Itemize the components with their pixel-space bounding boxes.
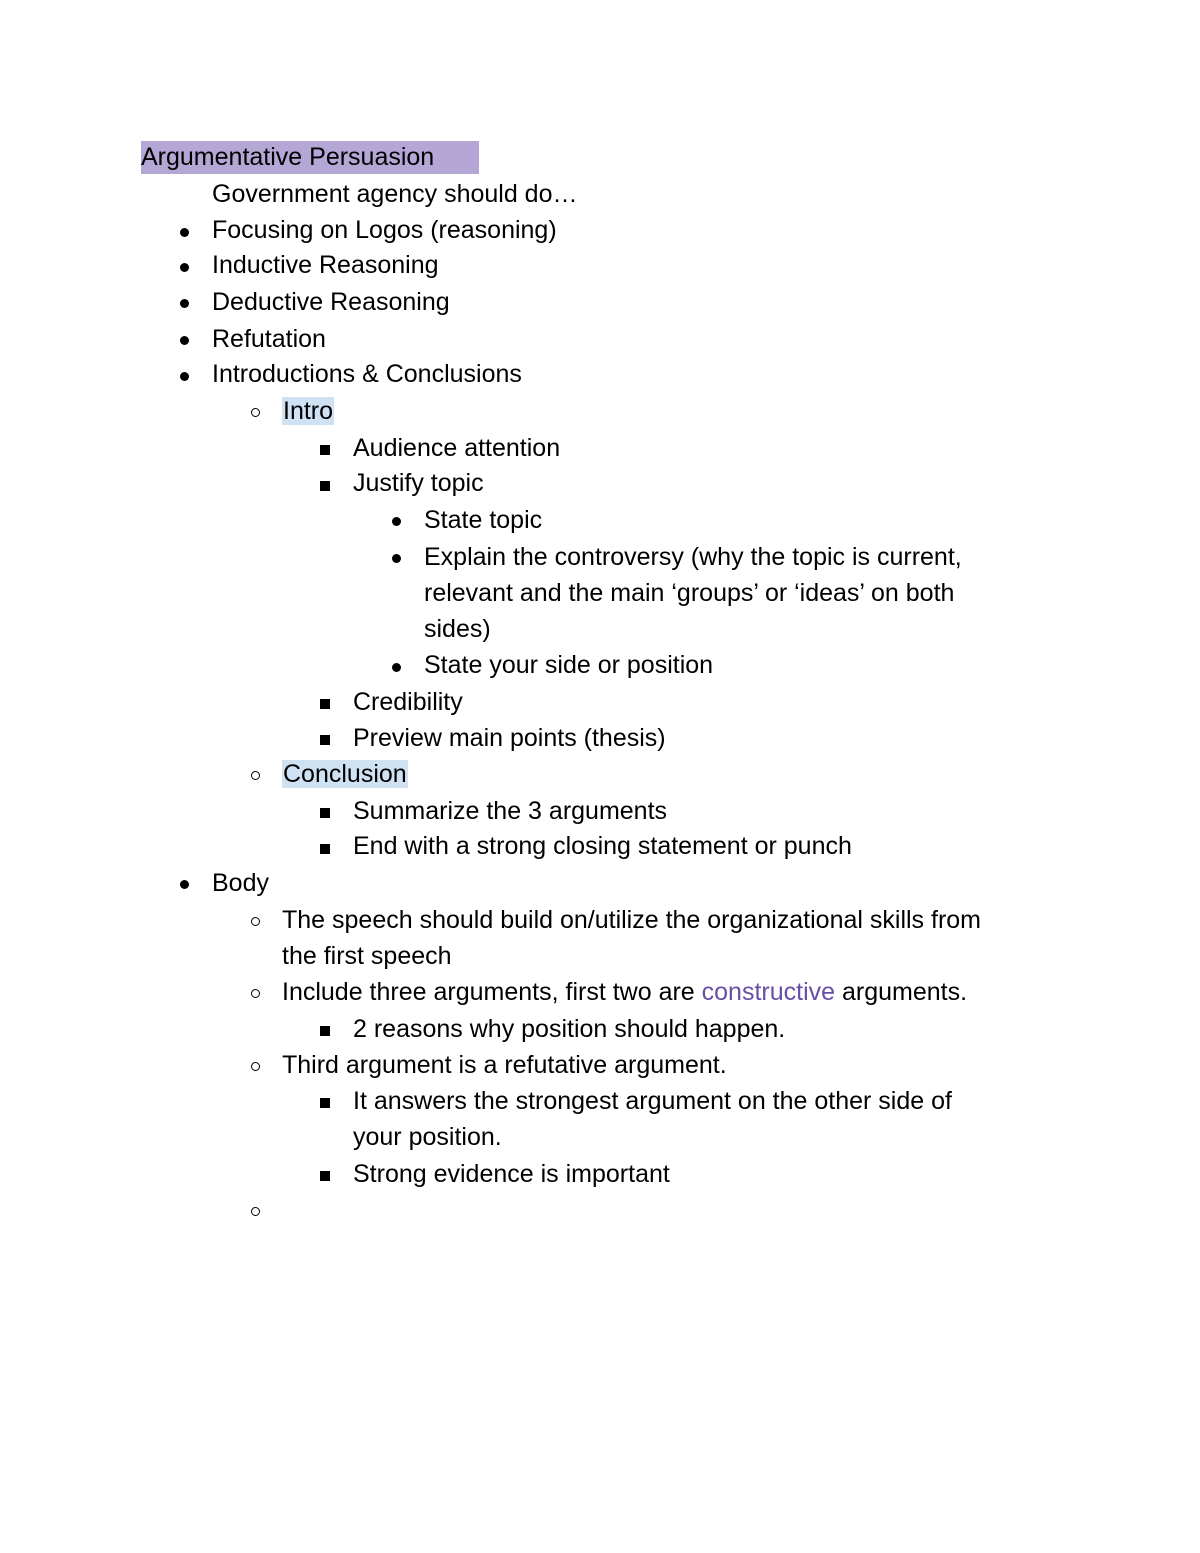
bullet-disc-icon xyxy=(392,554,401,563)
list-item: Body xyxy=(212,869,269,897)
list-item: Focusing on Logos (reasoning) xyxy=(212,216,557,244)
bullet-circle-icon xyxy=(251,1062,260,1071)
list-item-continuation: the first speech xyxy=(282,942,452,970)
bullet-circle-icon xyxy=(251,1207,260,1216)
bullet-circle-icon xyxy=(251,771,260,780)
list-item-conclusion xyxy=(282,756,408,792)
list-item: State topic xyxy=(424,506,543,534)
bullet-square-icon xyxy=(320,699,330,709)
list-item: Introductions & Conclusions xyxy=(212,360,522,388)
list-item: Inductive Reasoning xyxy=(212,251,439,279)
list-item-continuation: sides) xyxy=(424,615,491,643)
bullet-disc-icon xyxy=(180,299,189,308)
bullet-disc-icon xyxy=(180,372,189,381)
list-item: The speech should build on/utilize the organizational skills from xyxy=(282,906,981,934)
list-item-intro xyxy=(282,393,334,429)
bullet-square-icon xyxy=(320,445,330,455)
list-item: Strong evidence is important xyxy=(353,1160,670,1188)
bullet-disc-icon xyxy=(180,263,189,272)
list-item: Summarize the 3 arguments xyxy=(353,797,668,825)
list-item: It answers the strongest argument on the other side of xyxy=(353,1087,952,1115)
list-item: 2 reasons why position should happen. xyxy=(353,1015,786,1043)
intro-highlight: Intro xyxy=(283,397,334,425)
page-title: Argumentative Persuasion xyxy=(141,143,435,171)
bullet-circle-icon xyxy=(251,917,260,926)
include-three-text: Include three arguments, first two are xyxy=(282,978,702,1006)
list-item: End with a strong closing statement or punch xyxy=(353,832,852,860)
list-item-continuation: your position. xyxy=(353,1123,502,1151)
list-item: Deductive Reasoning xyxy=(212,288,450,316)
bullet-square-icon xyxy=(320,808,330,818)
bullet-circle-icon xyxy=(251,408,260,417)
bullet-square-icon xyxy=(320,735,330,745)
list-item: Third argument is a refutative argument. xyxy=(282,1051,727,1079)
list-item: Audience attention xyxy=(353,434,561,462)
bullet-disc-icon xyxy=(392,663,401,672)
constructive-keyword: constructive xyxy=(701,978,836,1006)
bullet-square-icon xyxy=(320,1026,330,1036)
conclusion-highlight: Conclusion xyxy=(283,760,407,788)
bullet-square-icon xyxy=(320,481,330,491)
bullet-square-icon xyxy=(320,1098,330,1108)
bullet-disc-icon xyxy=(392,517,401,526)
list-item: State your side or position xyxy=(424,651,714,679)
list-item: Refutation xyxy=(212,325,326,353)
list-item: Justify topic xyxy=(353,469,484,497)
list-item: Credibility xyxy=(353,688,463,716)
include-three-tail: arguments. xyxy=(835,978,968,1006)
bullet-disc-icon xyxy=(180,336,189,345)
list-item: Explain the controversy (why the topic is current, xyxy=(424,543,962,571)
list-item-continuation: relevant and the main ‘groups’ or ‘ideas’ on both xyxy=(424,579,955,607)
list-item: Preview main points (thesis) xyxy=(353,724,666,752)
bullet-square-icon xyxy=(320,844,330,854)
bullet-square-icon xyxy=(320,1171,330,1181)
bullet-circle-icon xyxy=(251,989,260,998)
list-item-include-three xyxy=(282,974,967,1010)
subtitle: Government agency should do… xyxy=(212,180,578,208)
bullet-disc-icon xyxy=(180,228,189,237)
bullet-disc-icon xyxy=(180,880,189,889)
